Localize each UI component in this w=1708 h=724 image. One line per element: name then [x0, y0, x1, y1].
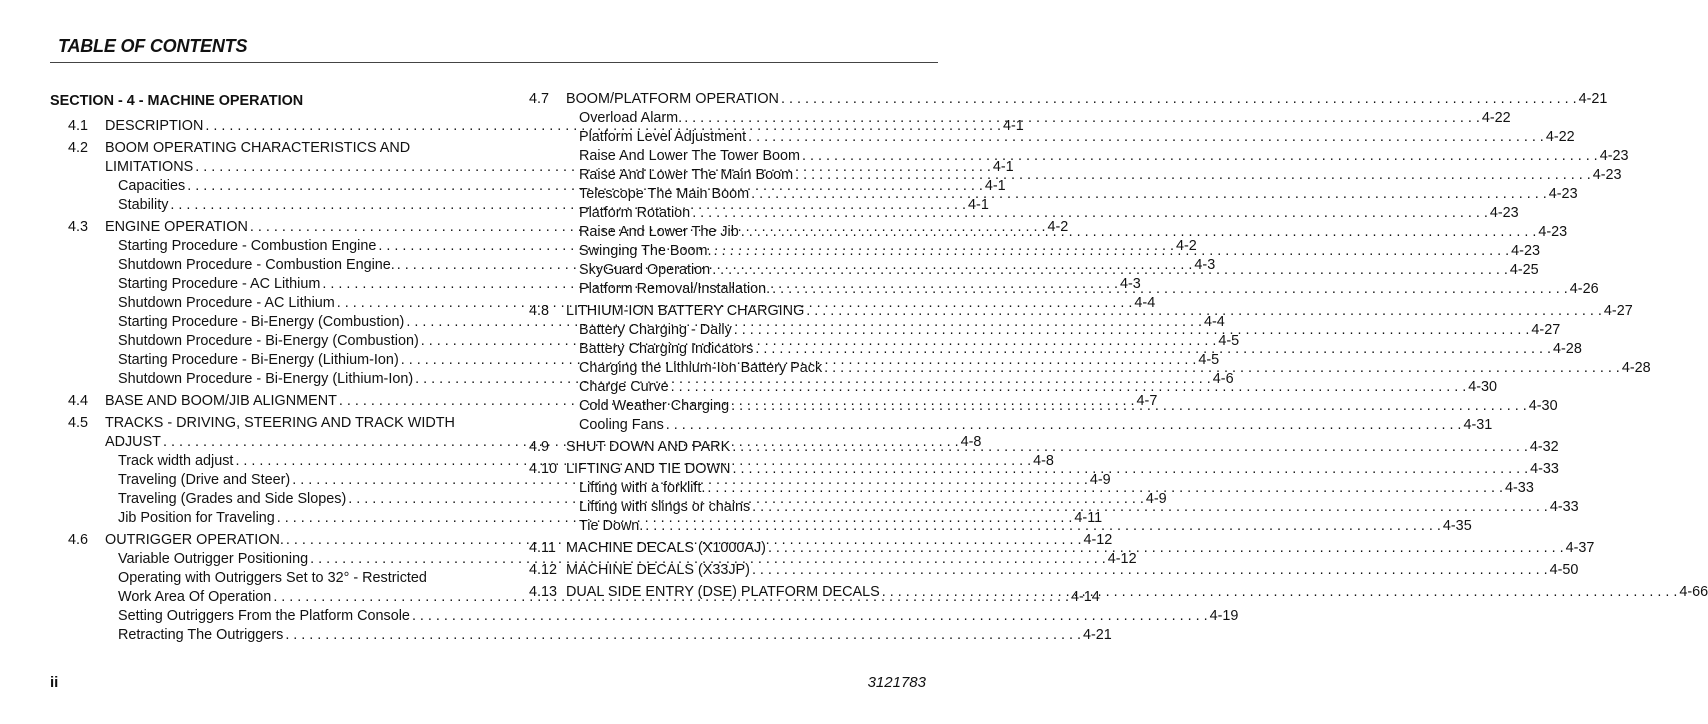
dot-leader — [882, 583, 1678, 602]
subentry-page: 4-12 — [1107, 551, 1137, 567]
entry-title-continued: ADJUST — [105, 434, 161, 450]
subentry-title: Operating with Outriggers Set to 32° - Restricted — [118, 570, 427, 586]
entry-number: 4.6 — [68, 532, 89, 548]
subentry-page: 4-27 — [1531, 322, 1561, 338]
subentry-page: 4-23 — [1489, 205, 1519, 221]
dot-leader — [734, 321, 1530, 340]
header-title: TABLE OF CONTENTS — [58, 36, 248, 56]
entry-title: LIFTING AND TIE DOWN — [566, 461, 731, 477]
toc-subentry — [50, 550, 1137, 569]
entry-title: MACHINE DECALS (X33JP) — [566, 562, 750, 578]
dot-leader — [748, 128, 1544, 147]
subentry-page: 4-23 — [1548, 186, 1578, 202]
subentry-title-continued: Work Area Of Operation — [118, 589, 272, 605]
subentry-page: 4-4 — [1203, 314, 1225, 330]
dot-leader — [712, 261, 1508, 280]
subentry-page: 4-26 — [1569, 281, 1599, 297]
dot-leader — [752, 498, 1548, 517]
subentry-page: 4-23 — [1538, 224, 1568, 240]
subentry-title: Stability — [118, 197, 169, 213]
subentry-title: Starting Procedure - Combustion Engine — [118, 238, 377, 254]
section-title: SECTION - 4 - MACHINE OPERATION — [50, 93, 304, 109]
subentry-title: Lifting with slings or chains — [579, 499, 751, 515]
subentry-title: Shutdown Procedure - Combustion Engine. — [118, 257, 395, 273]
subentry-title: Capacities — [118, 178, 186, 194]
entry-page: 4-37 — [1565, 540, 1595, 556]
dot-leader — [752, 561, 1548, 580]
entry-page: 4-32 — [1529, 439, 1559, 455]
dot-leader — [795, 166, 1591, 185]
dot-leader — [781, 90, 1577, 109]
toc-subentry — [529, 242, 1540, 261]
page-label: ii — [50, 674, 59, 691]
subentry-page: 4-35 — [1442, 518, 1472, 534]
toc-subentry — [529, 223, 1568, 242]
subentry-page: 4-28 — [1621, 360, 1651, 376]
entry-page: 4-33 — [1530, 461, 1559, 477]
dot-leader — [285, 626, 1081, 645]
toc-subentry — [529, 147, 1629, 166]
toc-subentry — [529, 128, 1575, 147]
dot-leader — [751, 185, 1547, 204]
subentry-page: 4-2 — [1176, 238, 1197, 254]
header-rule — [50, 62, 938, 63]
subentry-title: Track width adjust — [118, 453, 234, 469]
subentry-title: Raise And Lower The Jib — [579, 224, 739, 240]
subentry-title: Cold Weather Charging — [579, 398, 730, 414]
subentry-title: Setting Outriggers From the Platform Console — [118, 608, 410, 624]
toc-entry — [50, 414, 478, 433]
subentry-title: SkyGuard Operation — [579, 262, 711, 278]
subentry-title: Starting Procedure - AC Lithium — [118, 276, 321, 292]
subentry-page: 4-5 — [1218, 333, 1240, 349]
subentry-title: Raise And Lower The Tower Boom — [579, 148, 801, 164]
subentry-title: Telescope The Main Boom — [579, 186, 750, 202]
entry-number: 4.13 — [529, 584, 558, 600]
subentry-page: 4-4 — [1134, 295, 1156, 311]
entry-title: BASE AND BOOM/JIB ALIGNMENT — [105, 393, 337, 409]
dot-leader — [412, 607, 1208, 626]
entry-page: 4-12 — [1083, 532, 1113, 548]
dot-leader — [824, 359, 1620, 378]
dot-leader — [684, 109, 1480, 128]
subentry-title: Lifting with a forklift. — [579, 480, 706, 496]
entry-title: MACHINE DECALS (X1000AJ) — [566, 540, 766, 556]
dot-leader — [732, 460, 1528, 479]
dot-leader — [707, 479, 1503, 498]
dot-leader — [768, 539, 1564, 558]
subentry-page: 4-14 — [1070, 589, 1100, 605]
subentry-page: 4-21 — [1082, 627, 1112, 643]
subentry-title: Charging the Lithium-Ion Battery Pack — [579, 360, 823, 376]
entry-number: 4.5 — [68, 415, 89, 431]
subentry-title: Traveling (Grades and Side Slopes) — [118, 491, 347, 507]
toc-entry — [529, 90, 1608, 109]
dot-leader — [755, 340, 1551, 359]
subentry-page: 4-30 — [1528, 398, 1558, 414]
dot-leader — [732, 438, 1528, 457]
toc-entry — [529, 561, 1579, 580]
subentry-page: 4-30 — [1468, 379, 1498, 395]
dot-leader — [666, 416, 1462, 435]
subentry-page: 4-1 — [968, 197, 989, 213]
subentry-title: Shutdown Procedure - Bi-Energy (Lithium-Ion) — [118, 371, 414, 387]
entry-page: 4-27 — [1603, 303, 1633, 319]
subentry-title: Platform Rotation — [579, 205, 691, 221]
toc-subentry — [50, 626, 1112, 645]
subentry-title: Overload Alarm. — [579, 110, 683, 126]
subentry-page: 4-8 — [1033, 453, 1054, 469]
toc-group — [529, 561, 1579, 580]
subentry-title: Swinging The Boom. — [579, 243, 712, 259]
subentry-page: 4-31 — [1463, 417, 1493, 433]
subentry-page: 4-23 — [1599, 148, 1629, 164]
entry-page: 4-1 — [1003, 118, 1024, 134]
subentry-title: Platform Level Adjustment — [579, 129, 747, 145]
subentry-title: Battery Charging Indicators — [579, 341, 754, 357]
subentry-page: 4-23 — [1511, 243, 1540, 259]
toc-subentry — [50, 569, 478, 588]
entry-page: 4-50 — [1549, 562, 1579, 578]
subentry-title: Traveling (Drive and Steer) — [118, 472, 291, 488]
dot-leader — [692, 204, 1488, 223]
subentry-title: Shutdown Procedure - AC Lithium — [118, 295, 335, 311]
dot-leader — [741, 223, 1537, 242]
subentry-title: Raise And Lower The Main Boom — [579, 167, 794, 183]
entry-number: 4.7 — [529, 91, 550, 107]
subentry-page: 4-6 — [1212, 371, 1234, 387]
subentry-page: 4-3 — [1194, 257, 1216, 273]
entry-number: 4.1 — [68, 118, 89, 134]
entry-number: 4.3 — [68, 219, 89, 235]
entry-title: OUTRIGGER OPERATION. — [105, 532, 284, 548]
subentry-page: 4-22 — [1545, 129, 1575, 145]
subentry-title: Starting Procedure - Bi-Energy (Lithium-Ion) — [118, 352, 399, 368]
subentry-title: Tie Down. — [579, 518, 644, 534]
entry-number: 4.4 — [68, 393, 89, 409]
entry-number: 4.9 — [529, 439, 550, 455]
entry-title: DESCRIPTION — [105, 118, 204, 134]
entry-title: SHUT DOWN AND PARK — [566, 439, 731, 455]
entry-title: LITHIUM-ION BATTERY CHARGING — [566, 303, 805, 319]
subentry-page: 4-19 — [1209, 608, 1239, 624]
dot-leader — [731, 397, 1527, 416]
entry-page: 4-1 — [992, 159, 1014, 175]
entry-number: 4.12 — [529, 562, 558, 578]
subentry-page: 4-33 — [1505, 480, 1534, 496]
subentry-page: 4-3 — [1120, 276, 1141, 292]
subentry-title: Cooling Fans — [579, 417, 664, 433]
subentry-title: Starting Procedure - Bi-Energy (Combustion) — [118, 314, 405, 330]
toc-entry — [50, 139, 478, 158]
entry-number: 4.8 — [529, 303, 550, 319]
entry-number: 4.11 — [529, 540, 556, 556]
entry-title: DUAL SIDE ENTRY (DSE) PLATFORM DECALS — [566, 584, 880, 600]
toc-subentry — [50, 607, 1239, 626]
subentry-page: 4-28 — [1553, 341, 1582, 357]
subentry-page: 4-1 — [984, 178, 1006, 194]
subentry-title: Battery Charging - Daily — [579, 322, 732, 338]
subentry-page: 4-5 — [1198, 352, 1220, 368]
subentry-page: 4-9 — [1145, 491, 1167, 507]
subentry-page: 4-9 — [1089, 472, 1111, 488]
entry-page: 4-7 — [1136, 393, 1158, 409]
entry-page: 4-21 — [1578, 91, 1608, 107]
entry-number: 4.2 — [68, 140, 89, 156]
entry-title: BOOM/PLATFORM OPERATION — [566, 91, 779, 107]
entry-number: 4.10 — [529, 461, 558, 477]
entry-page: 4-66 — [1679, 584, 1708, 600]
subentry-page: 4-25 — [1509, 262, 1539, 278]
entry-title: ENGINE OPERATION — [105, 219, 248, 235]
dot-leader — [714, 242, 1510, 261]
dot-leader — [806, 302, 1602, 321]
doc-number: 3121783 — [867, 674, 926, 691]
subentry-title: Platform Removal/Installation. — [579, 281, 771, 297]
entry-page: 4-8 — [960, 434, 982, 450]
subentry-page: 4-23 — [1592, 167, 1622, 183]
subentry-title: Retracting The Outriggers — [118, 627, 284, 643]
entry-title: TRACKS - DRIVING, STEERING AND TRACK WIDTH — [105, 415, 455, 431]
entry-page: 4-2 — [1047, 219, 1069, 235]
dot-leader — [802, 147, 1598, 166]
subentry-page: 4-33 — [1549, 499, 1579, 515]
subentry-page: 4-22 — [1481, 110, 1511, 126]
subentry-title: Variable Outrigger Positioning — [118, 551, 309, 567]
subentry-title: Charge Curve — [579, 379, 669, 395]
toc-subentry — [529, 416, 1493, 435]
dot-leader — [671, 378, 1467, 397]
subentry-page: 4-11 — [1074, 510, 1103, 526]
entry-title: BOOM OPERATING CHARACTERISTICS AND — [105, 140, 411, 156]
subentry-title: Shutdown Procedure - Bi-Energy (Combustion) — [118, 333, 419, 349]
dot-leader — [772, 280, 1568, 299]
subentry-title: Jib Position for Traveling — [118, 510, 275, 526]
dot-leader — [645, 517, 1441, 536]
entry-title-continued: LIMITATIONS — [105, 159, 194, 175]
